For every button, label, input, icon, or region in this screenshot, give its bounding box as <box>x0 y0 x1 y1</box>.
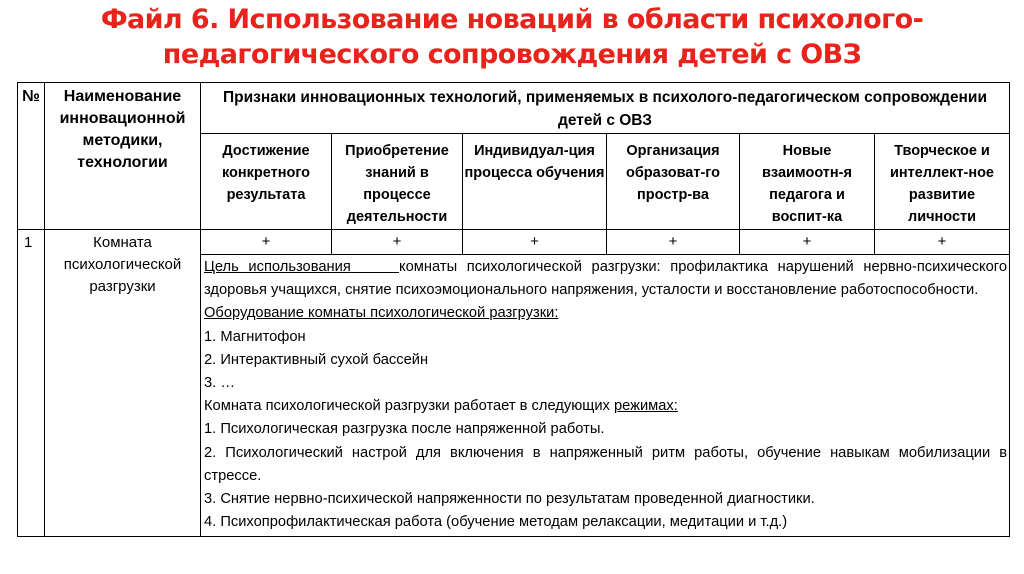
feature-mark-6: + <box>875 230 1010 255</box>
mode-item: 4. Психопрофилактическая работа (обучение методам релаксации, медитации и т.д.) <box>204 514 788 531</box>
title-line-1: Файл 6. Использование новаций в области психолого- <box>100 4 924 35</box>
mode-item: 3. Снятие нервно-психической напряженности по результатам проведенной диагностики. <box>204 491 815 508</box>
feature-mark-5: + <box>740 230 875 255</box>
title-line-2: педагогического сопровождения детей с ОВЗ <box>162 39 862 70</box>
page-title <box>0 2 1024 72</box>
purpose-text: комнаты психологической разгрузки: профилактика нарушений нервно-психического здоровья учащихся, снятие психоэмоционального напряжения, усталости и восстановление работоспособности. <box>204 259 1008 299</box>
innovations-table <box>17 82 1010 537</box>
header-number: № <box>18 83 45 230</box>
header-feature-4: Организация образоват-го простр-ва <box>607 134 740 230</box>
modes-word: режимах: <box>613 398 678 415</box>
equipment-title: Оборудование комнаты психологической разгрузки: <box>204 305 559 322</box>
header-feature-1: Достижение конкретного результата <box>201 134 332 230</box>
header-feature-2: Приобретение знаний в процессе деятельности <box>332 134 463 230</box>
equipment-item: 1. Магнитофон <box>204 328 306 345</box>
equipment-item: 2. Интерактивный сухой бассейн <box>204 351 429 368</box>
purpose-label: Цель использования <box>204 259 351 275</box>
feature-mark-2: + <box>332 230 463 255</box>
header-feature-5: Новые взаимоотн-я педагога и воспит-ка <box>740 134 875 230</box>
row-number: 1 <box>18 230 45 537</box>
feature-mark-3: + <box>463 230 607 255</box>
header-feature-3: Индивидуал-ция процесса обучения <box>463 134 607 230</box>
mode-item: 2. Психологический настрой для включения в напряженный ритм работы, обучение навыкам мобилизации в стрессе. <box>204 444 1008 484</box>
header-innovation-features: Признаки инновационных технологий, применяемых в психолого-педагогическом сопровождении детей с ОВЗ <box>201 83 1010 134</box>
mode-item: 1. Психологическая разгрузка после напряженной работы. <box>204 421 605 438</box>
header-feature-6: Творческое и интеллект-ное развитие личности <box>875 134 1010 230</box>
equipment-item: 3. … <box>204 375 236 392</box>
purpose-paragraph <box>204 256 1007 302</box>
feature-mark-1: + <box>201 230 332 255</box>
method-description <box>201 255 1010 537</box>
row-method-name: Комната психологической разгрузки <box>45 230 201 537</box>
feature-mark-4: + <box>607 230 740 255</box>
header-method-name: Наименование инновационной методики, технологии <box>45 83 201 230</box>
modes-intro: Комната психологической разгрузки работает в следующих режимах: <box>204 398 678 415</box>
